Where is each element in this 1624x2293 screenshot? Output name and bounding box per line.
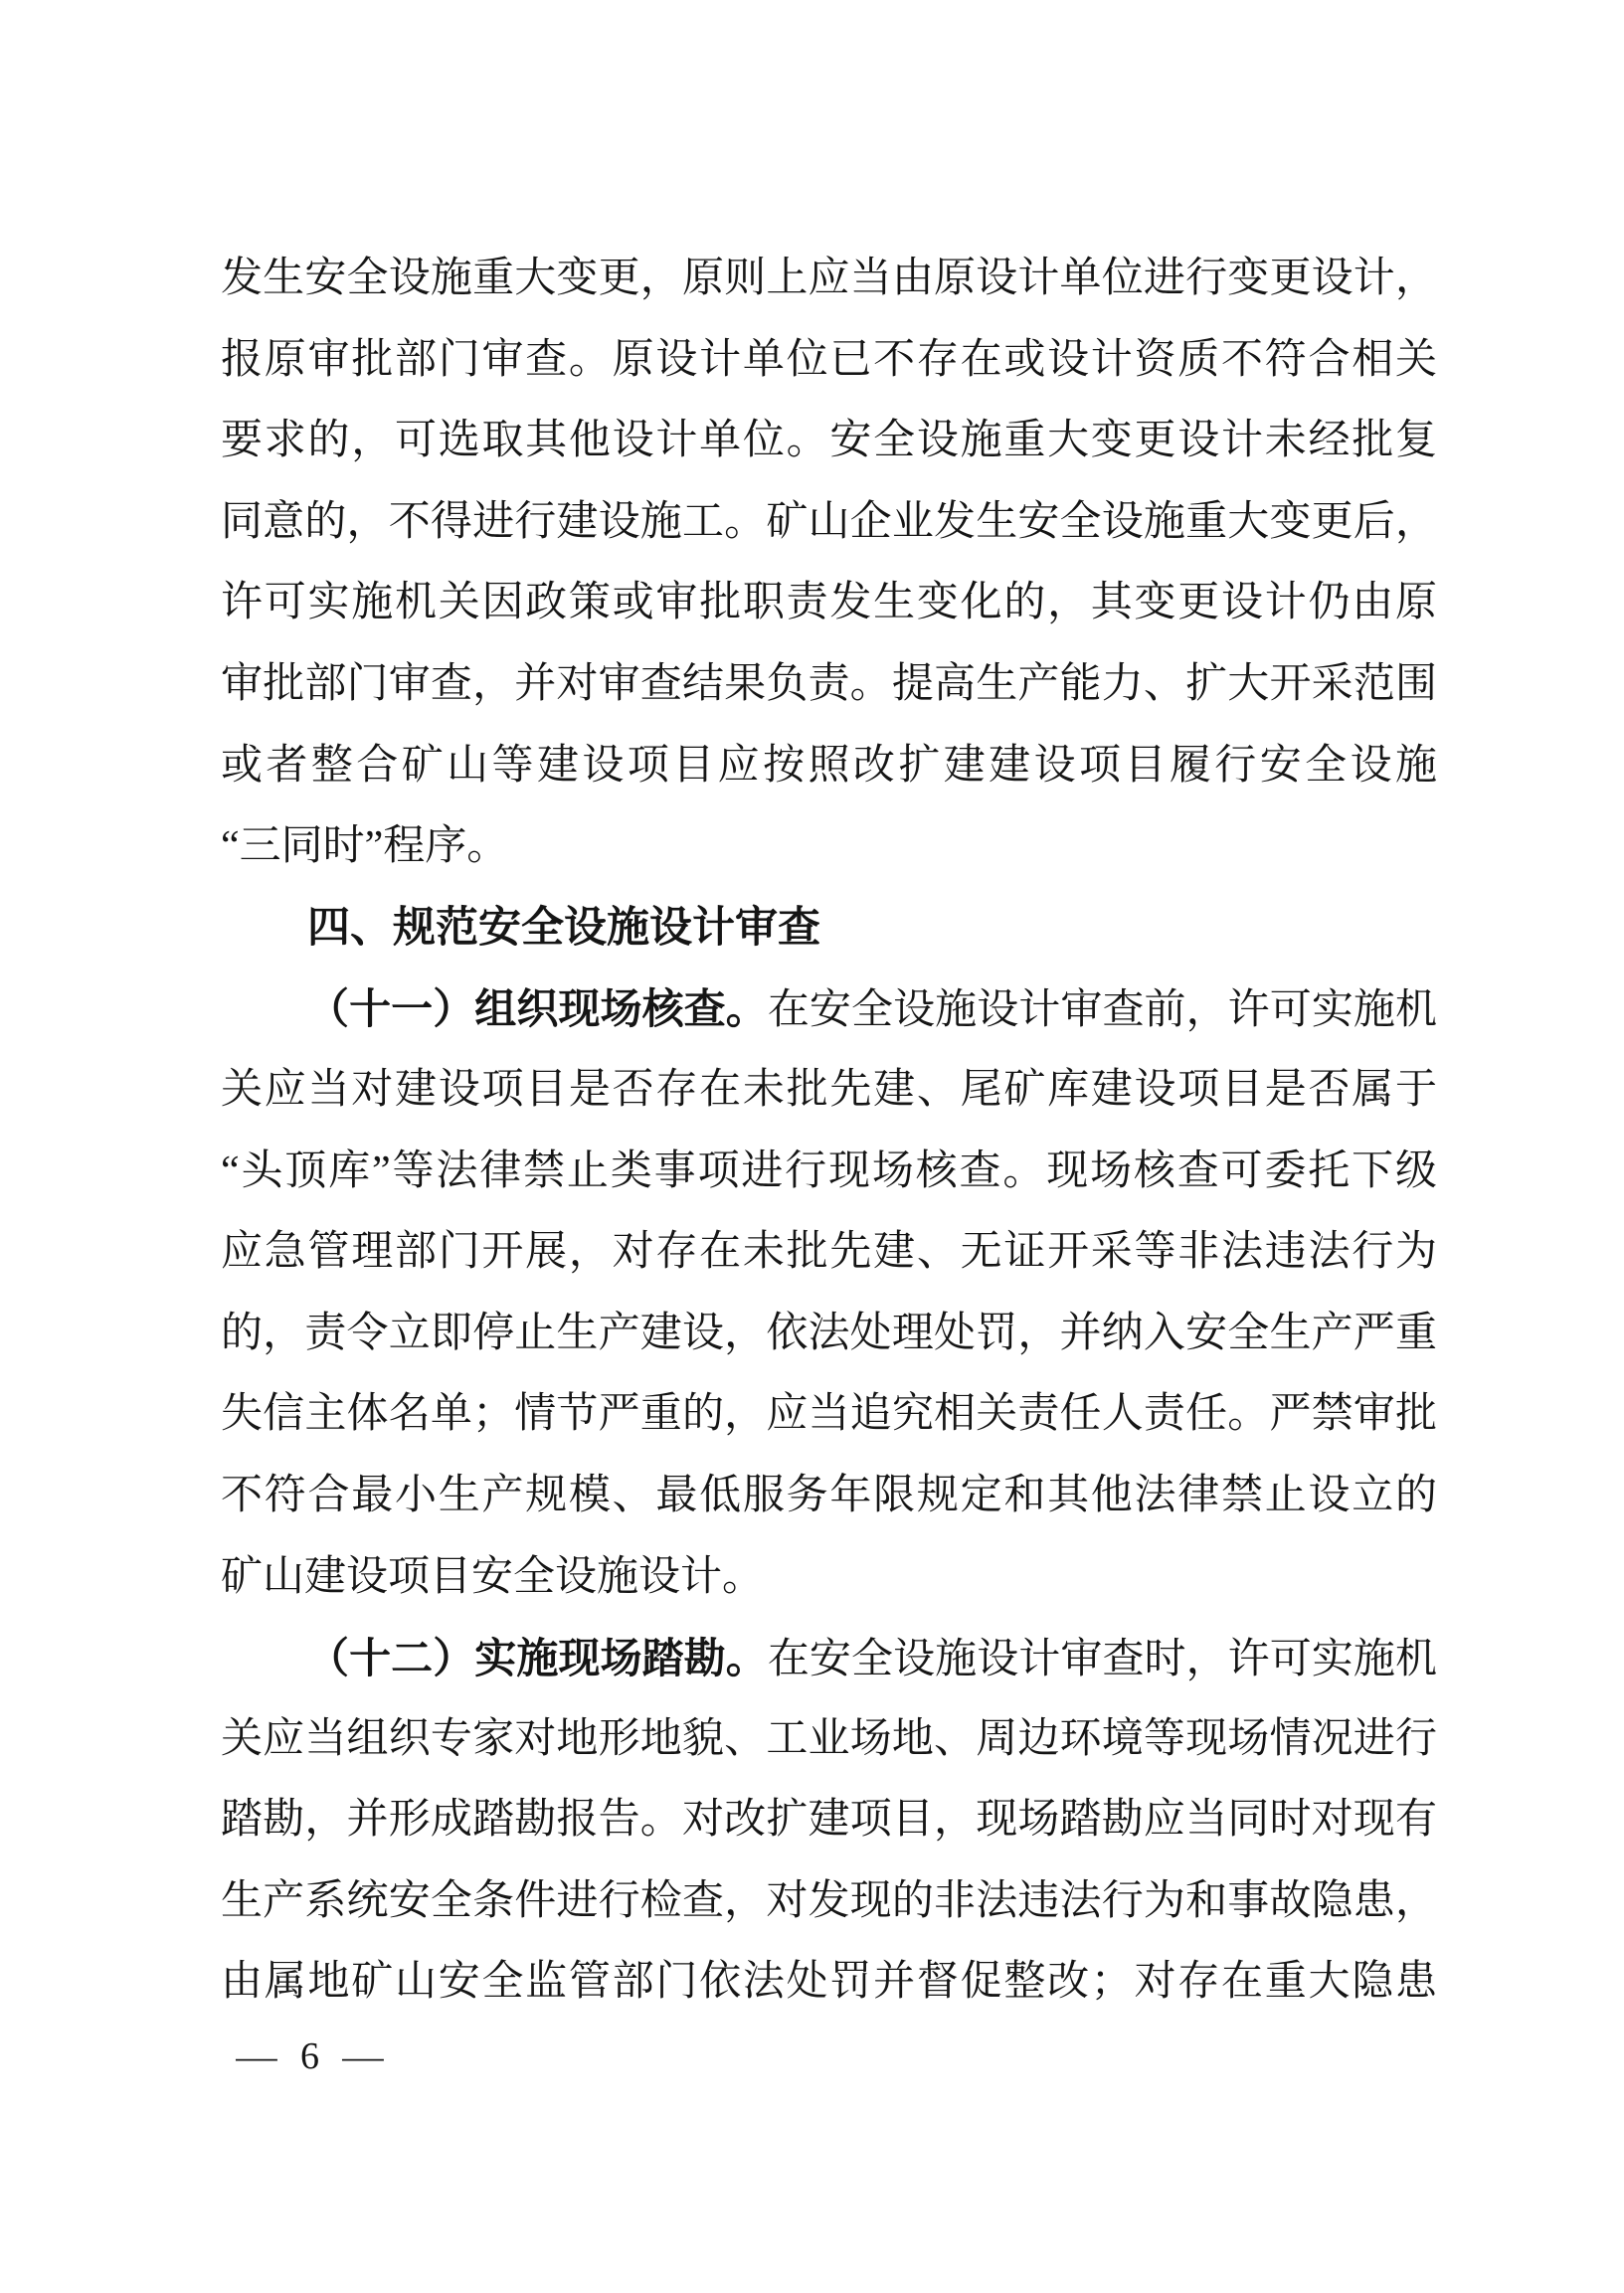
footer-dash-right: — [342,2036,384,2076]
body-line: 由属地矿山安全监管部门依法处罚并督促整改；对存在重大隐患 [221,1959,1437,2006]
body-line: 要求的，可选取其他设计单位。安全设施重大变更设计未经批复 [221,418,1437,464]
body-line: 报原审批部门审查。原设计单位已不存在或设计资质不符合相关 [221,336,1437,383]
body-line [221,1618,1437,1699]
body-line [221,969,1437,1050]
body-line: 发生安全设施重大变更，原则上应当由原设计单位进行变更设计， [221,256,1437,301]
document-body [221,239,1437,2024]
body-text: 在安全设施设计审查时，许可实施机 [767,1637,1437,1683]
body-line: 的，责令立即停止生产建设，依法处理处罚，并纳入安全生产严重 [221,1310,1437,1356]
body-line: “头顶库”等法律禁止类事项进行现场核查。现场核查可委托下级 [221,1147,1437,1194]
footer-dash-left: — [236,2036,277,2076]
body-line: 审批部门审查，并对审查结果负责。提高生产能力、扩大开采范围 [221,660,1437,707]
body-line: 同意的，不得进行建设施工。矿山企业发生安全设施重大变更后， [221,498,1437,545]
page-number-footer [236,2027,384,2086]
body-text: 在安全设施设计审查前，许可实施机 [767,987,1437,1034]
body-line: 或者整合矿山等建设项目应按照改扩建建设项目履行安全设施 [221,742,1437,789]
body-line: 不符合最小生产规模、最低服务年限规定和其他法律禁止设立的 [221,1472,1437,1518]
body-line: 应急管理部门开展，对存在未批先建、无证开采等非法违法行为 [221,1229,1437,1276]
body-line: 踏勘，并形成踏勘报告。对改扩建项目，现场踏勘应当同时对现有 [221,1797,1437,1844]
paragraph-lead: （十二）实施现场踏勘。 [307,1635,768,1682]
body-line: 生产系统安全条件进行检查，对发现的非法违法行为和事故隐患， [221,1877,1437,1924]
body-line: 许可实施机关因政策或审批职责发生变化的，其变更设计仍由原 [221,580,1437,626]
section-heading: 四、规范安全设施设计审查 [307,903,820,952]
page-number: 6 [300,2035,319,2077]
body-line: 失信主体名单；情节严重的，应当追究相关责任人责任。严禁审批 [221,1391,1437,1438]
body-line: 关应当组织专家对地形地貌、工业场地、周边环境等现场情况进行 [221,1715,1437,1762]
body-line: “三同时”程序。 [221,823,509,870]
paragraph-lead: （十一）组织现场核查。 [307,985,768,1033]
body-line: 关应当对建设项目是否存在未批先建、尾矿库建设项目是否属于 [221,1066,1437,1113]
body-line: 矿山建设项目安全设施设计。 [221,1553,765,1600]
